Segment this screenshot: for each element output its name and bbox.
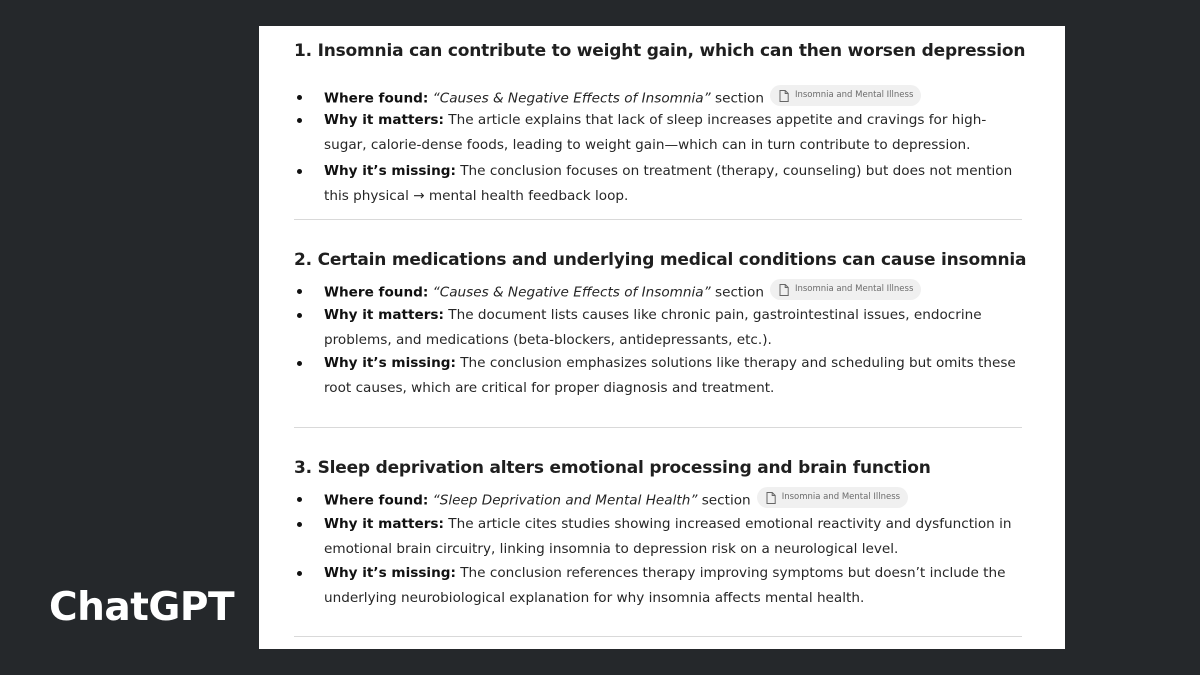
document-icon bbox=[766, 492, 776, 504]
bullet-dot bbox=[297, 95, 302, 100]
source-chip-label: Insomnia and Mental Illness bbox=[781, 492, 901, 502]
bullet-dot bbox=[297, 571, 302, 576]
section-1 bbox=[294, 41, 1026, 211]
why-missing-label: Why it’s missing: bbox=[324, 355, 456, 371]
why-matters-label: Why it matters: bbox=[324, 307, 444, 323]
document-icon bbox=[779, 90, 789, 102]
list-item-where-found bbox=[294, 487, 1022, 514]
response-panel bbox=[259, 26, 1065, 649]
section-divider bbox=[294, 219, 1022, 220]
document-icon bbox=[779, 284, 789, 296]
source-chip[interactable] bbox=[770, 279, 921, 300]
source-section-name: “Causes & Negative Effects of Insomnia” bbox=[432, 90, 711, 107]
list-item-where-found bbox=[294, 279, 1022, 306]
bullet-dot bbox=[297, 522, 302, 527]
bullet-dot bbox=[297, 361, 302, 366]
why-missing-text: The conclusion focuses on treatment (therapy, counseling) but does not mention this physical → mental health feedback loop. bbox=[324, 163, 1013, 204]
list-item-why-matters bbox=[294, 512, 1022, 562]
bullet-dot bbox=[297, 313, 302, 318]
bullet-dot bbox=[297, 289, 302, 294]
why-missing-label: Why it’s missing: bbox=[324, 565, 456, 581]
list-item-why-missing bbox=[294, 561, 1022, 611]
section-title: 3. Sleep deprivation alters emotional processing and brain function bbox=[294, 458, 931, 478]
why-matters-text: The article explains that lack of sleep increases appetite and cravings for high-sugar, calorie-dense foods, leading to weight gain—which can in turn contribute to depression. bbox=[324, 112, 987, 153]
bullet-dot bbox=[297, 497, 302, 502]
list-item-why-matters bbox=[294, 303, 1022, 353]
why-missing-label: Why it’s missing: bbox=[324, 163, 456, 179]
why-matters-label: Why it matters: bbox=[324, 516, 444, 532]
why-matters-text: The article cites studies showing increased emotional reactivity and dysfunction in emotional brain circuitry, linking insomnia to depression risk on a neurological level. bbox=[324, 516, 1012, 557]
section-divider bbox=[294, 427, 1022, 428]
section-word: section bbox=[701, 492, 751, 509]
list-item-why-missing bbox=[294, 351, 1022, 401]
list-item-why-missing bbox=[294, 159, 1022, 209]
brand-label: ChatGPT bbox=[49, 585, 235, 630]
bullet-dot bbox=[297, 169, 302, 174]
section-word: section bbox=[715, 90, 764, 107]
section-2 bbox=[294, 250, 1027, 420]
section-divider bbox=[294, 636, 1022, 637]
source-chip[interactable] bbox=[757, 487, 908, 508]
source-chip[interactable] bbox=[770, 85, 921, 106]
section-word: section bbox=[715, 284, 764, 301]
bullet-dot bbox=[297, 118, 302, 123]
section-3 bbox=[294, 458, 1022, 638]
section-title: 1. Insomnia can contribute to weight gain, which can then worsen depression bbox=[294, 41, 1026, 61]
why-missing-text: The conclusion references therapy improving symptoms but doesn’t include the underlying neurobiological explanation for why insomnia affects mental health. bbox=[324, 565, 1006, 606]
list-item-why-matters bbox=[294, 108, 1022, 158]
why-matters-text: The document lists causes like chronic pain, gastrointestinal issues, endocrine problems, and medications (beta-blockers, antidepressants, etc.). bbox=[324, 307, 982, 348]
source-section-name: “Causes & Negative Effects of Insomnia” bbox=[432, 284, 711, 301]
where-found-label: Where found: bbox=[324, 90, 429, 107]
where-found-label: Where found: bbox=[324, 492, 429, 509]
source-chip-label: Insomnia and Mental Illness bbox=[794, 90, 914, 100]
source-chip-label: Insomnia and Mental Illness bbox=[794, 284, 914, 294]
why-missing-text: The conclusion emphasizes solutions like therapy and scheduling but omits these root causes, which are critical for proper diagnosis and treatment. bbox=[324, 355, 1016, 396]
where-found-label: Where found: bbox=[324, 284, 429, 301]
source-section-name: “Sleep Deprivation and Mental Health” bbox=[432, 492, 698, 509]
why-matters-label: Why it matters: bbox=[324, 112, 444, 128]
section-title: 2. Certain medications and underlying medical conditions can cause insomnia bbox=[294, 250, 1027, 270]
